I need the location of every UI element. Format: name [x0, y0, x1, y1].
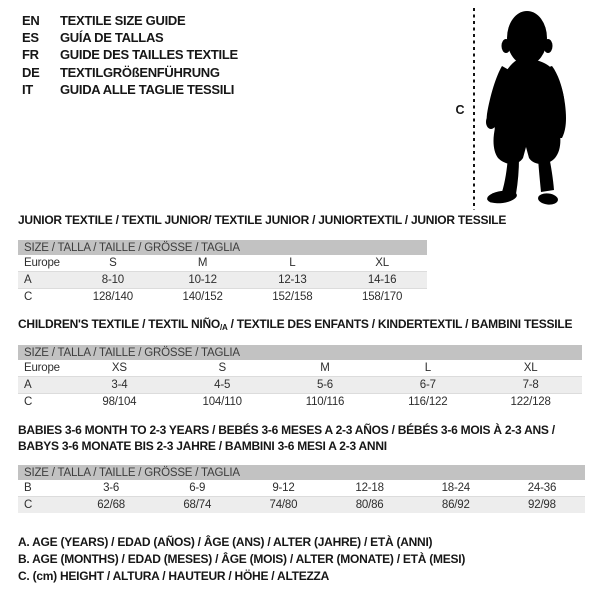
age-cell: 14-16 — [367, 274, 397, 286]
table-row-europe — [18, 255, 427, 271]
title-line-1: BABIES 3-6 MONTH TO 2-3 YEARS / BEBÉS 3-6 MESES A 2-3 AÑOS / BÉBÉS 3-6 MOIS À 2-3 ANS / — [18, 423, 555, 437]
height-cell: 98/104 — [102, 396, 137, 408]
table-row-height — [18, 393, 582, 410]
title-line-2: BABYS 3-6 MONATE BIS 2-3 JAHRE / BAMBINI 3-6 MESI A 2-3 ANNI — [18, 438, 387, 453]
language-guide — [22, 12, 238, 98]
table-row-age — [18, 271, 427, 288]
footnotes — [18, 535, 465, 585]
lang-code: FR — [22, 47, 39, 63]
age-cell: 6-7 — [419, 379, 436, 391]
age-cell: 18-24 — [441, 482, 470, 494]
junior-size-table — [18, 240, 427, 305]
row-label: C — [24, 291, 33, 303]
lang-code: EN — [22, 13, 40, 29]
age-cell: 5-6 — [316, 379, 333, 391]
lang-row-de — [22, 64, 238, 81]
lang-row-es — [22, 29, 238, 46]
row-label: B — [24, 482, 32, 494]
lang-label: GUÍA DE TALLAS — [60, 30, 164, 46]
babies-table-title — [18, 423, 555, 454]
height-cell: 140/152 — [182, 291, 223, 303]
age-cell: 10-12 — [188, 274, 217, 286]
age-cell: 3-4 — [111, 379, 128, 391]
lang-label: GUIDA ALLE TAGLIE TESSILI — [60, 81, 235, 97]
size-cell: XL — [523, 362, 538, 374]
title-part: / TEXTILE DES ENFANTS / KINDERTEXTIL / BAMBINI TESSILE — [227, 317, 573, 331]
height-cell: 62/68 — [97, 499, 125, 511]
title-subscript: /A — [219, 323, 228, 332]
height-cell: 110/116 — [305, 396, 345, 408]
age-cell: 12-13 — [278, 274, 307, 286]
table-row-height — [18, 288, 427, 305]
age-cell: 24-36 — [527, 482, 557, 494]
table-row-age — [18, 376, 582, 393]
age-cell: 6-9 — [189, 482, 206, 494]
footnote-c: C. (cm) HEIGHT / ALTURA / HAUTEUR / HÖHE / ALTEZZA — [18, 568, 330, 583]
lang-row-en — [22, 12, 238, 29]
row-label: A — [24, 379, 32, 391]
height-measure-dashed-line — [472, 8, 476, 210]
table-row-height — [18, 496, 585, 513]
row-label: Europe — [24, 257, 60, 269]
height-cell: 116/122 — [408, 396, 448, 408]
footnote-b: B. AGE (MONTHS) / EDAD (MESES) / ÂGE (MOIS) / ALTER (MONATE) / ETÀ (MESI) — [18, 551, 466, 566]
height-cell: 68/74 — [183, 499, 212, 511]
size-cell: XL — [375, 257, 389, 269]
lang-code: DE — [22, 64, 40, 80]
size-header-bar: SIZE / TALLA / TAILLE / GRÖSSE / TAGLIA — [18, 345, 582, 360]
size-cell: L — [424, 362, 431, 374]
baby-silhouette — [482, 8, 578, 212]
title-part: CHILDREN'S TEXTILE / TEXTIL NIÑO — [18, 317, 220, 331]
lang-row-it — [22, 81, 238, 98]
height-cell: 80/86 — [355, 499, 384, 511]
height-cell: 74/80 — [269, 499, 298, 511]
height-cell: 128/140 — [92, 291, 133, 303]
junior-table-title: JUNIOR TEXTILE / TEXTIL JUNIOR/ TEXTILE JUNIOR / JUNIORTEXTIL / JUNIOR TESSILE — [18, 213, 507, 227]
lang-label: GUIDE DES TAILLES TEXTILE — [60, 47, 238, 63]
lang-label: TEXTILE SIZE GUIDE — [60, 13, 186, 29]
height-cell: 104/110 — [202, 396, 242, 408]
row-label: C — [24, 396, 33, 408]
lang-row-fr — [22, 46, 238, 63]
size-cell: XS — [111, 362, 127, 374]
age-cell: 7-8 — [522, 379, 539, 391]
age-cell: 3-6 — [103, 482, 120, 494]
height-cell: 92/98 — [528, 499, 556, 511]
size-cell: S — [218, 362, 226, 374]
size-cell: M — [197, 257, 208, 269]
lang-code: ES — [22, 30, 39, 46]
babies-size-table — [18, 465, 585, 513]
height-cell: 152/158 — [272, 291, 313, 303]
lang-label: TEXTILGRÖßENFÜHRUNG — [60, 64, 220, 80]
age-cell: 8-10 — [101, 274, 124, 286]
table-row-age-months — [18, 480, 585, 496]
row-label: A — [24, 274, 32, 286]
children-size-table — [18, 345, 582, 410]
height-measure-label: C — [455, 103, 465, 117]
size-cell: L — [289, 257, 296, 269]
footnote-a: A. AGE (YEARS) / EDAD (AÑOS) / ÂGE (ANS) / ALTER (JAHRE) / ETÀ (ANNI) — [18, 535, 433, 549]
size-header-bar: SIZE / TALLA / TAILLE / GRÖSSE / TAGLIA — [18, 240, 427, 255]
height-cell: 158/170 — [362, 291, 403, 303]
row-label: C — [24, 499, 33, 511]
age-cell: 4-5 — [214, 379, 231, 391]
row-label: Europe — [24, 362, 60, 374]
size-cell: S — [109, 257, 117, 269]
table-row-europe — [18, 360, 582, 376]
age-cell: 12-18 — [355, 482, 384, 494]
size-header-bar: SIZE / TALLA / TAILLE / GRÖSSE / TAGLIA — [18, 465, 585, 480]
height-cell: 122/128 — [510, 396, 551, 408]
children-table-title — [18, 317, 572, 336]
lang-code: IT — [22, 81, 33, 97]
height-cell: 86/92 — [441, 499, 470, 511]
age-cell: 9-12 — [272, 482, 295, 494]
size-cell: M — [320, 362, 330, 374]
